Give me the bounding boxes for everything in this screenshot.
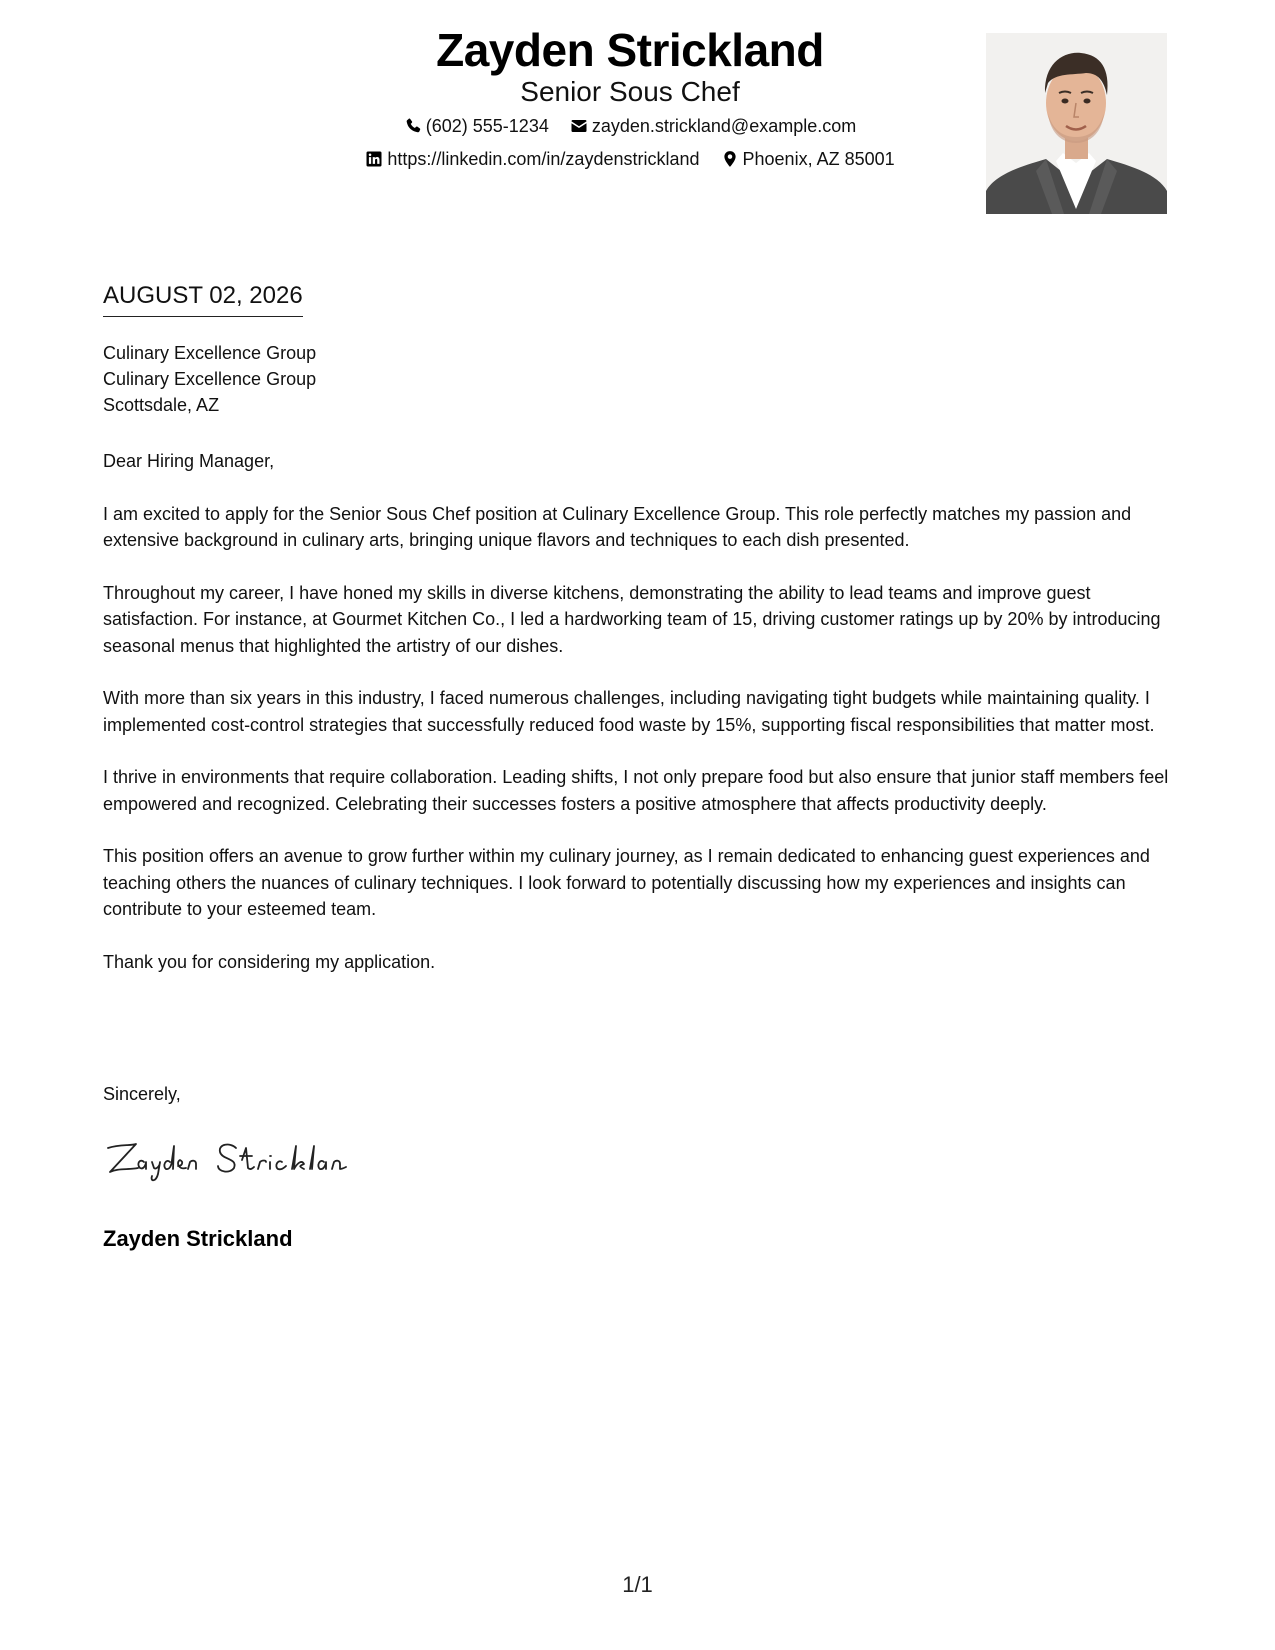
recipient-line: Culinary Excellence Group	[103, 343, 317, 363]
envelope-icon	[570, 117, 588, 135]
thank-you-paragraph: Thank you for considering my application.	[103, 951, 436, 972]
portrait-illustration	[986, 33, 1167, 214]
recipient-block	[103, 340, 316, 418]
contact-row-2	[240, 147, 1020, 174]
signer-name: Zayden Strickland	[103, 1226, 293, 1251]
letter-body	[103, 448, 1183, 1001]
body-paragraph: I thrive in environments that require collaboration. Leading shifts, I not only prepare food but also ensure that junior staff members feel empowered and recognized. Celebrating their successes fosters a positive atmosphere that affects productivity deeply.	[103, 767, 1169, 814]
email-text: zayden.strickland@example.com	[591, 116, 857, 136]
signature-image	[100, 1134, 370, 1186]
contact-email[interactable]	[570, 114, 856, 138]
page-number: 1/1	[622, 1572, 653, 1597]
letter-header	[0, 22, 1275, 222]
linkedin-text: https://linkedin.com/in/zaydenstrickland	[387, 149, 700, 169]
recipient-line: Scottsdale, AZ	[103, 395, 220, 415]
job-title: Senior Sous Chef	[520, 76, 740, 107]
map-pin-icon	[721, 150, 739, 168]
contact-location	[721, 147, 895, 171]
phone-icon	[404, 117, 422, 135]
linkedin-icon	[365, 150, 383, 168]
contact-linkedin[interactable]	[365, 147, 699, 171]
body-paragraph: Throughout my career, I have honed my skills in diverse kitchens, demonstrating the ability to lead teams and improve guest satisfaction. For instance, at Gourmet Kitchen Co., I led a hardworking team of 15, driving customer ratings up by 20% by introducing seasonal menus that highlighted the artistry of our dishes.	[103, 582, 1161, 656]
profile-photo	[986, 33, 1167, 214]
phone-text: (602) 555-1234	[425, 116, 549, 136]
applicant-name: Zayden Strickland	[436, 24, 824, 76]
location-text: Phoenix, AZ 85001	[742, 149, 895, 169]
body-paragraph: With more than six years in this industry, I faced numerous challenges, including navigating tight budgets while maintaining quality. I implemented cost-control strategies that successfully reduced food waste by 15%, supporting fiscal responsibilities that matter most.	[103, 688, 1155, 735]
contact-row-1	[240, 114, 1020, 141]
body-paragraph: This position offers an avenue to grow further within my culinary journey, as I remain dedicated to enhancing guest experiences and teaching others the nuances of culinary techniques. I look forward to potentially discussing how my experiences and insights can contribute to your esteemed team.	[103, 846, 1150, 919]
body-paragraph: I am excited to apply for the Senior Sous Chef position at Culinary Excellence Group. This role perfectly matches my passion and extensive background in culinary arts, bringing unique flavors and techniques to each dish presented.	[103, 503, 1132, 550]
letter-date: AUGUST 02, 2026	[103, 280, 303, 317]
salutation: Dear Hiring Manager,	[103, 451, 275, 471]
contact-phone[interactable]	[404, 114, 549, 138]
closing: Sincerely,	[103, 1084, 181, 1104]
recipient-line: Culinary Excellence Group	[103, 369, 317, 389]
